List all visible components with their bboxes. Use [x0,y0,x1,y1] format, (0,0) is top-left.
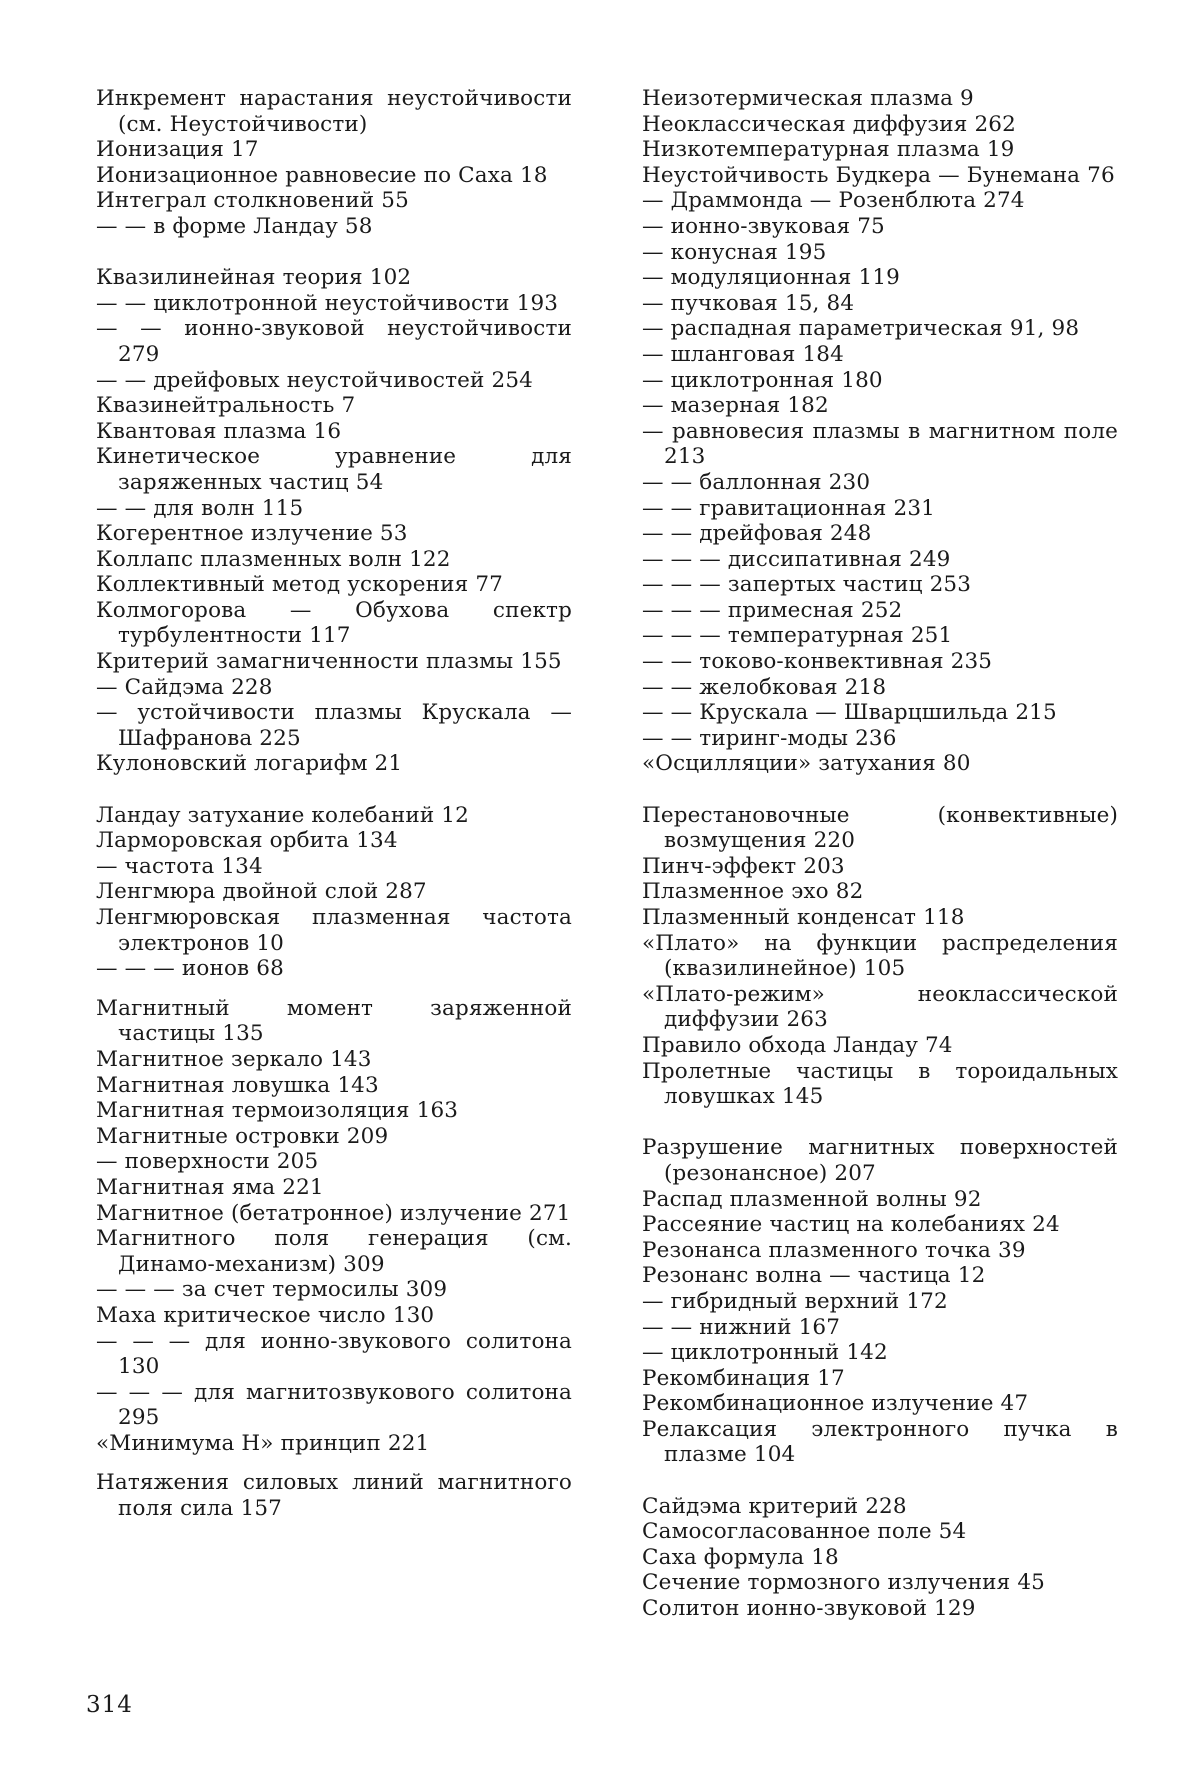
index-entry: Неоклассическая диффузия 262 [642,111,1016,137]
index-entry: Ларморовская орбита 134 [96,828,398,854]
index-entry: — — — диссипативная 249 [642,546,951,572]
index-entry: Кулоновский логарифм 21 [96,751,403,777]
index-entry: — гибридный верхний 172 [642,1288,948,1314]
index-entry: Сайдэма критерий 228 [642,1493,907,1519]
index-entry: Квантовая плазма 16 [96,418,342,444]
index-entry: «Плато-режим» неоклассической диффузии 263 [642,981,1118,1033]
section-spacer [642,777,1118,803]
index-entry: Разрушение магнитных поверхностей (резонансное) 207 [642,1135,1118,1186]
index-entry: Солитон ионно-звуковой 129 [642,1596,976,1622]
section-spacer [96,1456,572,1470]
index-entry: — — — для магнитозвукового солитона 295 [96,1379,572,1431]
index-entry: Маха критическое число 130 [96,1302,435,1328]
index-entry: — устойчивости плазмы Крускала — Шафранова 225 [96,700,572,751]
index-entry: Плазменное эхо 82 [642,879,864,905]
index-entry: — — нижний 167 [642,1314,841,1340]
index-entry: — — — для ионно-звукового солитона 130 [96,1328,572,1380]
index-entry: — циклотронная 180 [642,367,883,393]
index-entry: — циклотронный 142 [642,1340,888,1366]
index-entry: Плазменный конденсат 118 [642,905,965,930]
index-entry: — — — за счет термосилы 309 [96,1277,448,1303]
index-entry: Ионизация 17 [96,137,259,163]
index-entry: Квазинейтральность 7 [96,393,356,419]
section-spacer [96,240,572,266]
index-entry: Магнитное (бетатронное) излучение 271 [96,1200,571,1226]
index-entry: — — ионно-звуковой неустойчивости 279 [96,316,572,367]
index-entry: — Драммонда — Розенблюта 274 [642,188,1025,214]
index-entry: — — дрейфовых неустойчивостей 254 [96,367,533,393]
index-entry: Резонанса плазменного точка 39 [642,1237,1026,1263]
index-entry: Рассеяние частиц на колебаниях 24 [642,1212,1060,1238]
section-spacer [96,982,572,996]
index-entry: Перестановочные (конвективные) возмущения 220 [642,802,1118,854]
index-entry: Коллапс плазменных волн 122 [96,546,451,572]
index-entry: — ионно-звуковая 75 [642,213,885,239]
index-entry: — — — примесная 252 [642,597,903,623]
index-entry: — — циклотронной неустойчивости 193 [96,290,559,316]
index-entry: Ленгмюра двойной слой 287 [96,879,427,905]
index-entry: Неустойчивость Будкера — Бунемана 76 [642,162,1115,188]
index-entry: Магнитное зеркало 143 [96,1046,372,1072]
index-entry: Магнитная ловушка 143 [96,1072,379,1098]
index-entry: — — тиринг-моды 236 [642,725,897,751]
index-entry: Правило обхода Ландау 74 [642,1032,953,1058]
index-entry: — модуляционная 119 [642,265,900,291]
index-entry: Рекомбинационное излучение 47 [642,1391,1029,1417]
index-entry: — — — ионов 68 [96,956,284,982]
index-entry: Пролетные частицы в тороидальных ловушках 145 [642,1058,1118,1110]
section-spacer [642,1468,1118,1494]
index-entry: «Плато» на функции распределения (квазилинейное) 105 [642,930,1118,982]
index-entry: — — токово-конвективная 235 [642,649,993,675]
index-entry: Магнитный момент заряженной частицы 135 [96,995,572,1047]
index-entry: Квазилинейная теория 102 [96,265,412,291]
index-entry: — равновесия плазмы в магнитном поле 213 [642,418,1118,470]
index-entry: Коллективный метод ускорения 77 [96,572,503,598]
index-entry: Магнитного поля генерация (см. Динамо-механизм) 309 [96,1226,572,1277]
index-entry: — мазерная 182 [642,393,829,419]
index-entry: Натяжения силовых линий магнитного поля сила 157 [96,1470,572,1522]
index-entry: — пучковая 15, 84 [642,290,855,316]
index-entry: Сечение тормозного излучения 45 [642,1570,1046,1596]
index-entry: Неизотермическая плазма 9 [642,86,974,111]
index-column-left [96,86,572,1522]
index-entry: Критерий замагниченности плазмы 155 [96,649,562,675]
index-entry: Ландау затухание колебаний 12 [96,802,469,828]
index-entry: Пинч-эффект 203 [642,853,845,879]
index-entry: Резонанс волна — частица 12 [642,1263,986,1289]
index-entry: Интеграл столкновений 55 [96,188,409,214]
index-entry: Когерентное излучение 53 [96,521,408,547]
index-entry: Релаксация электронного пучка в плазме 104 [642,1416,1118,1468]
index-entry: Распад плазменной волны 92 [642,1186,982,1212]
index-entry: — — для волн 115 [96,495,304,521]
index-entry: — — гравитационная 231 [642,495,935,521]
index-entry: Кинетическое уравнение для заряженных частиц 54 [96,444,572,495]
index-entry: — Сайдэма 228 [96,674,273,700]
section-spacer [96,777,572,803]
index-entry: Магнитная яма 221 [96,1174,324,1200]
index-entry: Низкотемпературная плазма 19 [642,137,1015,163]
index-entry: — поверхности 205 [96,1149,319,1175]
index-column-right [642,86,1118,1622]
index-entry: — — дрейфовая 248 [642,521,872,547]
index-entry: Рекомбинация 17 [642,1365,845,1391]
index-entry: — — — запертых частиц 253 [642,572,972,598]
index-entry: Магнитная термоизоляция 163 [96,1098,459,1124]
index-entry: Ионизационное равновесие по Саха 18 [96,162,548,188]
index-entry: — — — температурная 251 [642,623,953,649]
index-entry: — — желобковая 218 [642,674,887,700]
index-entry: Инкремент нарастания неустойчивости (см. Неустойчивости) [96,86,572,137]
index-entry: Колмогорова — Обухова спектр турбулентности 117 [96,597,572,649]
index-entry: — — баллонная 230 [642,469,871,495]
index-entry: Ленгмюровская плазменная частота электронов 10 [96,905,572,956]
section-spacer [642,1110,1118,1136]
page-number: 314 [86,1692,133,1718]
index-entry: «Минимума Н» принцип 221 [96,1430,430,1456]
index-entry: — распадная параметрическая 91, 98 [642,316,1080,342]
index-entry: — — Крускала — Шварцшильда 215 [642,700,1057,726]
index-entry: Магнитные островки 209 [96,1123,389,1149]
index-entry: Саха формула 18 [642,1544,839,1570]
index-entry: — шланговая 184 [642,341,844,367]
index-entry: Самосогласованное поле 54 [642,1519,967,1545]
index-entry: — частота 134 [96,853,263,879]
index-entry: «Осцилляции» затухания 80 [642,751,971,777]
index-entry: — конусная 195 [642,239,827,265]
index-entry: — — в форме Ландау 58 [96,213,373,239]
